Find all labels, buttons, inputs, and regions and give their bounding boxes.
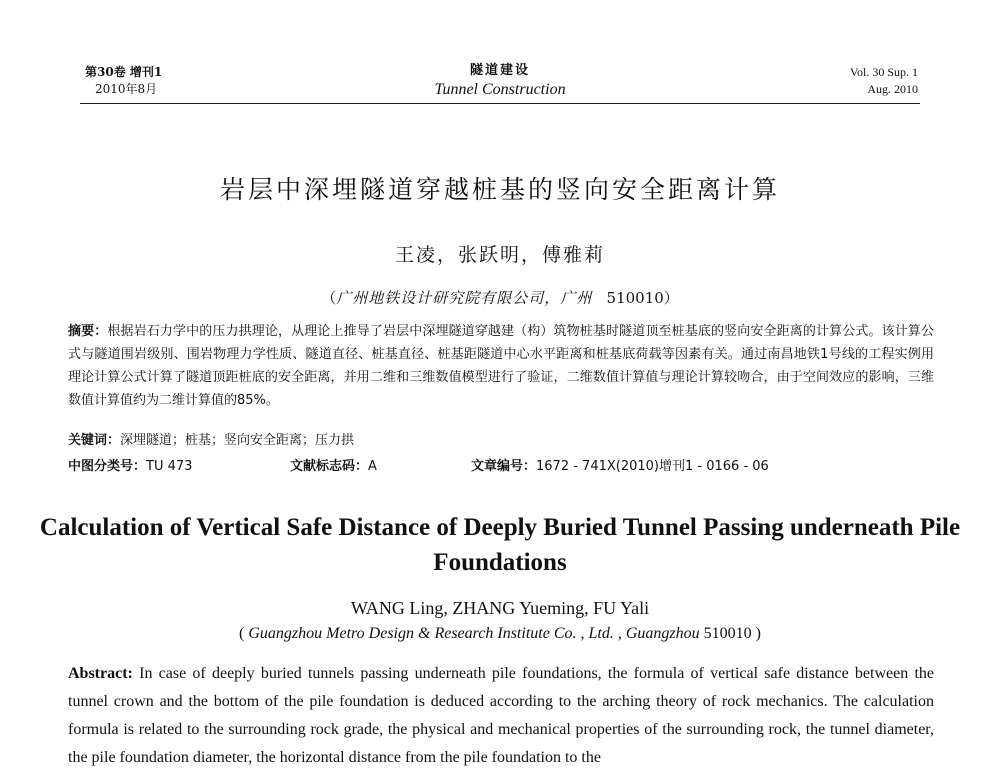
title-en: Calculation of Vertical Safe Distance of Deeply Buried Tunnel Passing underneath Pile Foundations [39, 514, 961, 576]
keywords-text: 深埋隧道；桩基；竖向安全距离；压力拱 [120, 433, 355, 448]
clc-label: 中图分类号： [68, 459, 147, 474]
clc-number [68, 455, 192, 474]
authors-en: WANG Ling, ZHANG Yueming, FU Yali [350, 598, 650, 618]
abstract-en-label: Abstract: [68, 665, 133, 682]
volume-issue-cn: 第30卷 增刊1 [85, 65, 163, 79]
abstract-en [68, 660, 934, 772]
article-number-label: 文章编号： [471, 459, 537, 474]
volume-issue-en: Vol. 30 Sup. 1 [849, 65, 918, 79]
header-rule [80, 103, 920, 104]
abstract-cn [68, 320, 934, 412]
affiliation-cn-postcode: 510010 [606, 289, 664, 307]
doc-code-label: 文献标志码： [290, 459, 369, 474]
affiliation-en: ( Guangzhou Metro Design & Research Institute Co. , Ltd. , Guangzhou 510010 ) [239, 625, 761, 642]
running-header [0, 62, 1000, 104]
keywords-label: 关键词： [68, 433, 121, 448]
doc-code-value: A [368, 459, 377, 474]
affiliation-cn: （广州地铁设计研究院有限公司，广州 510010） [321, 289, 679, 307]
clc-value: TU 473 [146, 459, 193, 474]
date-cn: 2010年8月 [95, 82, 158, 96]
affiliation-cn-name: 广州地铁设计研究院有限公司，广州 [336, 289, 593, 307]
volume-info-en [850, 64, 918, 98]
keywords-cn [68, 429, 354, 448]
abstract-en-text: In case of deeply buried tunnels passing underneath pile foundations, the formula of vertical safe distance between the tunnel crown and the bottom of the pile foundation is deduced according to the arching theory of rock mechanics. The calculation formula is related to the surrounding rock grade, the physical and mechanical properties of the surrounding rock, the tunnel diameter, the pile foundation diameter, the horizontal distance from the pile foundation to the [68, 665, 935, 766]
document-code [290, 455, 377, 474]
abstract-cn-text: 根据岩石力学中的压力拱理论，从理论上推导了岩层中深埋隧道穿越建（构）筑物桩基时隧道顶至桩基底的竖向安全距离的计算公式。该计算公式与隧道围岩级别、围岩物理力学性质、隧道直径、桩基直径、桩基距隧道中心水平距离和桩基底荷载等因素有关。通过南昌地铁1号线的工程实例用理论计算公式计算了隧道顶距桩底的安全距离，并用二维和三维数值模型进行了验证，二维数值计算值与理论计算较吻合，由于空间效应的影响，三维数值计算值约为二维计算值的85%。 [68, 324, 934, 408]
article-number-value: 1672 - 741X(2010)增刊1 - 0166 - 06 [536, 459, 769, 474]
article-number [471, 455, 769, 474]
affiliation-en-postcode: 510010 [703, 625, 752, 642]
affiliation-en-name: Guangzhou Metro Design & Research Institute Co. , Ltd. , Guangzhou [248, 625, 700, 642]
date-en: Aug. 2010 [867, 82, 918, 96]
title-cn: 岩层中深埋隧道穿越桩基的竖向安全距离计算 [219, 175, 780, 204]
abstract-cn-label: 摘要： [68, 324, 108, 339]
journal-name-cn: 隧道建设 [469, 63, 530, 78]
journal-name-en: Tunnel Construction [434, 81, 566, 98]
authors-cn: 王凌，张跃明，傅雅莉 [394, 244, 605, 266]
